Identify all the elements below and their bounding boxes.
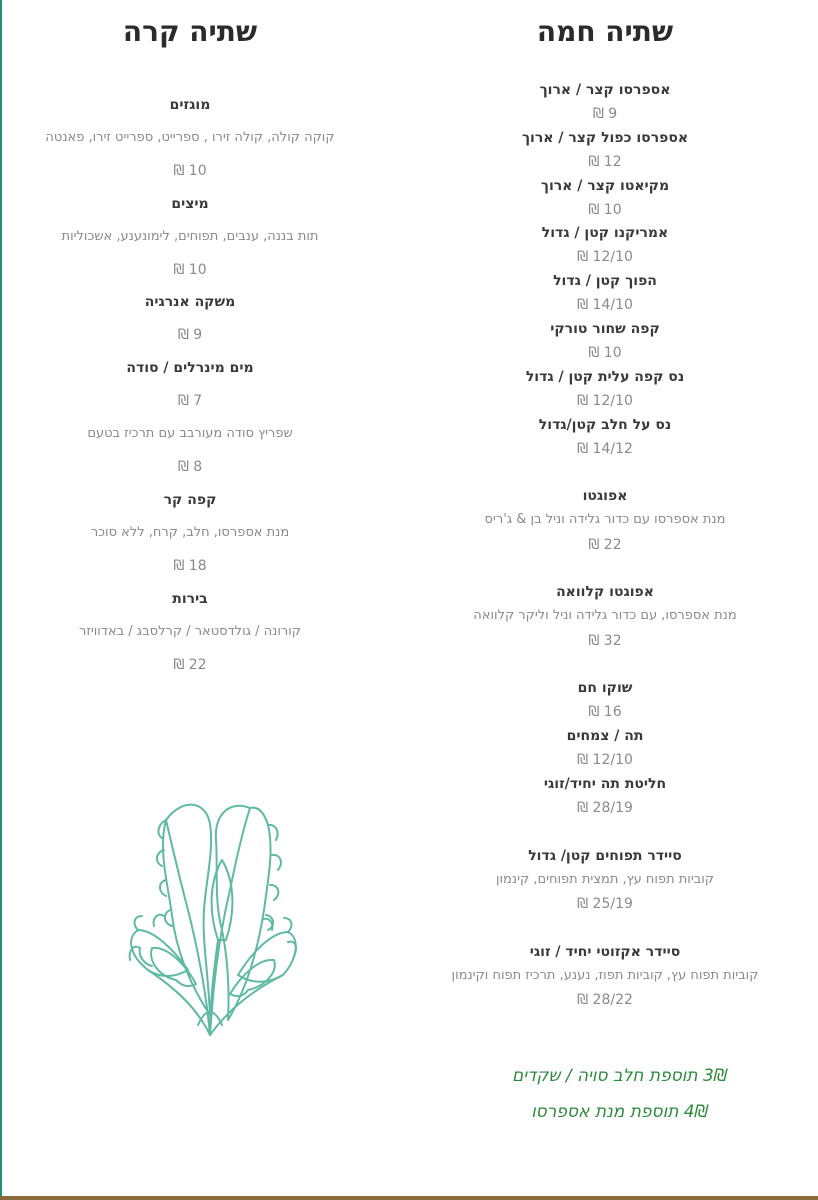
menu-item-price: 25/19 ₪ [577, 896, 633, 912]
bottom-edge-line [0, 1196, 818, 1200]
menu-item-price: 10 ₪ [588, 345, 622, 361]
menu-item-description: מנת אספרסו, עם כדור גלידה וניל וליקר קלוואה [473, 608, 737, 623]
menu-item-price: 18 ₪ [173, 558, 207, 574]
menu-item-price: 22 ₪ [588, 537, 622, 553]
menu-item-price: 9 ₪ [592, 106, 618, 122]
menu-item-name: מיצים [171, 196, 209, 212]
menu-item-name: נס קפה עלית קטן / גדול [525, 369, 685, 385]
menu-item-name: אפוגטו קלוואה [556, 584, 654, 600]
menu-item-name: מקיאטו קצר / ארוך [540, 178, 670, 194]
menu-item-price: 12/10 ₪ [577, 393, 633, 409]
left-edge-line [0, 0, 2, 1200]
menu-item-price: 14/10 ₪ [577, 297, 633, 313]
menu-item-price: 28/22 ₪ [577, 992, 633, 1008]
menu-item-name: אמריקנו קטן / גדול [541, 225, 669, 241]
menu-item-price: 12/10 ₪ [577, 249, 633, 265]
menu-item-name: חליטת תה יחיד/זוגי [543, 776, 667, 792]
espresso-shot-note: 4₪ תוספת מנת אספרסו [531, 1102, 709, 1122]
menu-item-price: 28/19 ₪ [577, 800, 633, 816]
menu-item-description: שפריץ סודה מעורבב עם תרכיז בטעם [87, 426, 293, 441]
menu-item-name: אספרסו כפול קצר / ארוך [521, 130, 689, 146]
menu-item-price: 7 ₪ [177, 393, 203, 409]
menu-item-name: שוקו חם [577, 680, 633, 696]
menu-item-price: 32 ₪ [588, 633, 622, 649]
menu-item-price: 12 ₪ [588, 154, 622, 170]
menu-item-name: מוגזים [169, 97, 211, 113]
leaf-bunch-icon [118, 780, 303, 1040]
menu-item-name: סיידר אקזוטי יחיד / זוגי [529, 944, 681, 960]
menu-item-name: הפוך קטן / גדול [553, 273, 657, 289]
menu-item-name: בירות [172, 591, 208, 607]
menu-item-price: 8 ₪ [177, 459, 203, 475]
menu-item-description: קוקה קולה, קולה זירו , ספרייט, ספרייט זירו, פאנטה [45, 130, 335, 145]
menu-item-price: 14/12 ₪ [577, 441, 633, 457]
menu-item-description: מנת אספרסו, חלב, קרח, ללא סוכר [90, 525, 290, 540]
menu-item-description: קוביות תפוח עץ, תמצית תפוחים, קינמון [495, 872, 715, 887]
menu-item-price: 22 ₪ [173, 657, 207, 673]
menu-item-description: מנת אספרסו עם כדור גלידה וניל בן & ג'ריס [484, 512, 726, 527]
menu-item-name: אפוגטו [582, 488, 628, 504]
cold-drinks-title: שתיה קרה [122, 15, 258, 48]
menu-item-description: קוביות תפוח עץ, קוביות תפוז, נענע, תרכיז תפוח וקינמון [451, 968, 759, 983]
menu-item-description: קורונה / גולדסטאר / קרלסבג / באדוויזר [79, 624, 301, 639]
menu-item-price: 12/10 ₪ [577, 752, 633, 768]
menu-item-name: קפה שחור טורקי [550, 321, 660, 337]
menu-item-name: אספרסו קצר / ארוך [539, 82, 671, 98]
hot-drinks-title: שתיה חמה [536, 15, 674, 48]
menu-item-name: סיידר תפוחים קטן/ גדול [528, 848, 682, 864]
soy-almond-milk-note: 3₪ תוספת חלב סויה / שקדים [511, 1066, 729, 1086]
menu-item-name: תה / צמחים [566, 728, 644, 744]
menu-item-name: מים מינרלים / סודה [126, 360, 254, 376]
menu-item-description: תות בננה, ענבים, תפוחים, לימונענע, אשכוליות [61, 229, 319, 244]
menu-item-price: 10 ₪ [173, 163, 207, 179]
menu-item-name: קפה קר [163, 492, 217, 508]
menu-item-price: 16 ₪ [588, 704, 622, 720]
menu-item-price: 10 ₪ [588, 202, 622, 218]
menu-item-name: משקה אנרגיה [144, 294, 236, 310]
menu-item-price: 10 ₪ [173, 262, 207, 278]
menu-item-price: 9 ₪ [177, 327, 203, 343]
menu-item-name: נס על חלב קטן/גדול [538, 417, 672, 433]
